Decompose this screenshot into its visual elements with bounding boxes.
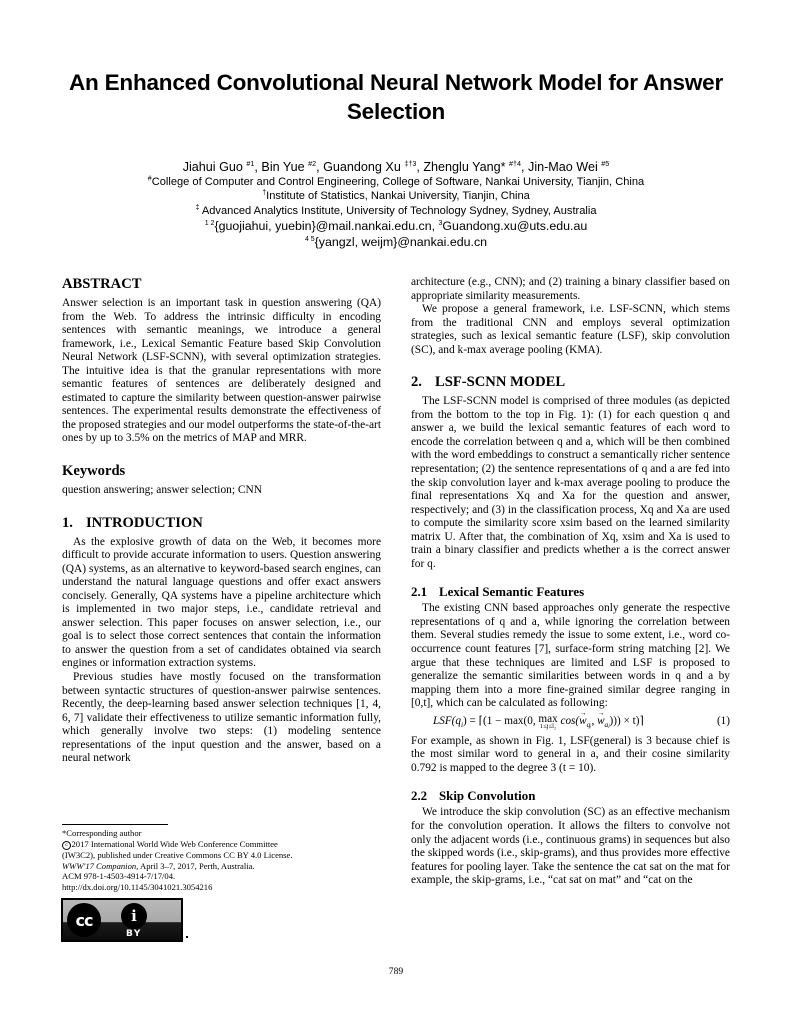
keywords-text: question answering; answer selection; CNN [62,484,262,497]
affiliation-1 [62,175,730,189]
vector-arrow-icon: → [579,707,587,717]
introduction-title: INTRODUCTION [86,514,203,531]
authors-block [62,160,730,250]
affiliation-3 [62,204,730,218]
author-affiliation-marker: #†4 [509,158,522,168]
copyright-icon: c [62,841,71,850]
author-name: Bin Yue [261,160,309,174]
section-2-number: 2. [411,374,422,391]
affiliation-marker: ‡ [195,204,200,212]
affiliation-text: Advanced Analytics Institute, University of Technology Sydney, Sydney, Australia [199,204,597,217]
affiliation-marker: # [147,175,152,183]
badge-trailing-dot [186,936,188,938]
section-2-2-number: 2.2 [411,789,428,804]
email-line-1 [62,218,730,234]
author-separator: , [521,160,529,174]
email-marker: 4 5 [304,236,315,244]
equation-w2: w [597,714,605,727]
equation-lhs-tail: ) = ⌈(1 − max(0, [463,714,536,727]
continued-paragraph: architecture (e.g., CNN); and (2) training a binary classifier based on appropriate similarity measurements. [411,276,730,302]
equation-lhs: LSF(q [433,714,461,727]
abstract-text: Answer selection is an important task in question answering (QA) from the Web. To address the intrinsic difficulty in encoding sentences with semantic meanings, we introduce a general framework, i.e., Lexical Semantic Feature based Skip Convolution Neural Network (LSF-SCNN), with several optimization strategies. The intuitive idea is that the granular representations with more semantic features of sentences are deliberately designed and estimated to capture the similarity between question-answer pairwise sentences. The experimental results demonstrate the effectiveness of the proposed strategies and our model outperforms the state-of-the-art ones by up to 3.5% on the metrics of MAP and MRR. [62,297,381,445]
equation-max-range: 1≤j≤l₂ [539,722,557,730]
email-marker: 1 2 [204,220,215,228]
section-2-2-title: Skip Convolution [439,789,536,804]
email-address-2[interactable]: Guandong.xu@uts.edu.au [442,219,588,234]
equation-tail: ))) × t)⌉ [609,714,644,727]
section-2-1-number: 2.1 [411,585,428,600]
introduction-heading [62,515,381,532]
equation-max-label: max [538,712,558,725]
proposal-paragraph: We propose a general framework, i.e. LSF-SCNN, which stems from the traditional CNN and employs several optimization strategies, such as lexical semantic feature (LSF), skip convolution (SC), and k-max average pooling (KMA). [411,303,730,356]
author-affiliation-marker: #1 [246,158,255,168]
email-address[interactable]: {guojiahui, yuebin}@mail.nankai.edu.cn, [214,219,436,234]
section-2-heading [411,374,730,391]
equation-lhs-subscript: i [460,719,464,729]
copyright-line-1-text: 2017 International World Wide Web Conference Committee [71,838,278,849]
equation-w1: w [579,714,587,727]
affiliation-marker: † [262,189,267,197]
equation-1-number: (1) [716,714,730,727]
author-name: Zhenglu Yang* [423,160,510,174]
copyright-line-2: (IW3C2), published under Creative Commons CC BY 4.0 License. [62,850,293,861]
venue-line [62,861,381,872]
author-affiliation-marker: #5 [601,158,610,168]
cc-badge-inner [63,900,181,940]
author-separator: , [254,160,262,174]
acm-isbn: ACM 978-1-4503-4914-7/17/04. [62,871,176,882]
affiliation-text: College of Computer and Control Engineering, College of Software, Nankai University, Tianjin, China [151,176,645,188]
attribution-info-icon: i [121,903,147,929]
introduction-number: 1. [62,514,73,531]
author-name: Jin-Mao Wei [528,160,602,174]
section-2-paragraph: The LSF-SCNN model is comprised of three modules (as depicted from the bottom to the top in Fig. 1): (1) for each question q and answer a, we build the lexical semantic features of each word to encode the correlation between q and a, which will be then combined with the word embeddings to construct a semantically richer sentence representation; (2) the sentence representations of q and a are fed into the skip convolution layer and k-max average pooling to produce the final representations Xq and Xa for the question and answer, respectively; and (3) in the classification process, Xq and Xa are used to compute the similarity score xsim based on the learned similarity matrix U. After that, the combination of Xq, xsim and Xa is used to train a binary classifier and predicts whether a is the correct answer for q. [411,395,730,570]
vector-arrow-icon-2: → [597,707,605,717]
equation-1-body: $LSF(q_i)$ = ⌈(1 − max(0, max 1≤j≤l₂ cos( → $w_{qᵢ}$, → $w_{aⱼ}$))) × t)⌉ [433,707,644,730]
page-number: 789 [388,966,404,977]
section-2-2-paragraph: We introduce the skip convolution (SC) as an effective mechanism for the convolution operation. It allows the filters to convolve not only the adjacent words (i.e., continuous grams) in sequences but also the skipped words (i.e., skip-grams), and thus provides more effective features for pooling layer. Take the sentence the cat sat on the mat for example, the skip-grams, i.e., “cat sat on mat” and “cat on the [411,806,730,887]
introduction-paragraph-1: As the explosive growth of data on the Web, it becomes more difficult to provide accurate information to users. Question answering (QA) systems, as an alternative to keyword-based search engines, can understand the natural language questions and offer exact answers concisely. Generally, QA systems have a pipeline architecture which is implemented in two major steps, i.e., candidate retrieval and answer selection. This paper focuses on answer selection, i.e., our goal is to select those correct sentences that contain the information to answer the question from a set of candidates obtained via search engines or information extraction systems. [62,535,381,670]
equation-cos-open: cos( [560,714,580,727]
equation-1 [411,707,730,732]
footnote-rule [62,824,168,825]
after-equation-paragraph: For example, as shown in Fig. 1, LSF(general) is 3 because chief is the most similar word to general in a, and their cosine similarity 0.792 is mapped to the degree 3 (t = 10). [411,734,730,774]
creative-commons-badge[interactable] [61,898,183,942]
left-column [62,276,381,766]
equation-word-vector-q [579,707,587,729]
section-2-1-title: Lexical Semantic Features [439,585,585,600]
equation-max-operator [538,714,557,731]
section-2-2-heading [411,788,730,804]
cc-by-label: BY [126,929,142,939]
abstract-heading: ABSTRACT [62,276,142,292]
venue-name: WWW'17 Companion, [62,860,139,871]
affiliation-2 [62,189,730,203]
footnote-block [62,824,381,892]
section-2-1-paragraph: The existing CNN based approaches only generate the respective representations of q and a, while ignoring the correlation between them. Several studies remedy the issue to some extent, i.e., word co-occurrence count features [7], surface-form string matching [2]. We argue that these techniques are limited and LSF is proposed to generalize the semantic similarities between words in q and a by mapping them into a more fine-grained similar degree ranging in [0,t], which can be calculated as following: [411,602,730,710]
venue-details: April 3–7, 2017, Perth, Australia. [138,860,255,871]
email-line-2 [62,234,730,250]
page-title: An Enhanced Convolutional Neural Network Model for Answer Selection [68,70,724,124]
author-name: Jiahui Guo [182,160,247,174]
title-block [62,68,730,126]
equation-word-vector-a [597,707,605,729]
author-line [62,160,730,175]
author-separator: , [316,160,324,174]
author-affiliation-marker: ‡†3 [404,158,417,168]
corresponding-author-note: *Corresponding author [62,828,142,838]
copyright-line-1 [62,839,381,851]
doi-link[interactable]: http://dx.doi.org/10.1145/3041021.3054216 [62,881,213,892]
keywords-heading: Keywords [62,463,126,480]
author-name: Guandong Xu [323,160,405,174]
affiliation-text: Institute of Statistics, Nankai University, Tianjin, China [266,190,530,203]
equation-w2-subscript: aⱼ [604,719,610,729]
section-2-1-heading [411,584,730,600]
author-separator: , [416,160,424,174]
section-2-title: LSF-SCNN MODEL [435,374,566,391]
email-marker-2: 3 [438,220,443,228]
right-column [411,276,730,888]
author-affiliation-marker: #2 [308,158,317,168]
introduction-paragraph-2: Previous studies have mostly focused on the transformation between syntactic structures of question-answer pairwise sentences. Recently, the deep-learning based answer selection techniques [1, 4, 6, 7] validate their effectiveness to utilize semantic information fully, which generally involve two steps: (1) modeling sentence representations of the input question and the answer, based on a neural network [62,671,381,765]
email-address[interactable]: {yangzl, weijm}@nankai.edu.cn [314,235,488,250]
cc-logo-icon: cc [67,903,101,937]
equation-w1-subscript: qᵢ [586,719,592,729]
